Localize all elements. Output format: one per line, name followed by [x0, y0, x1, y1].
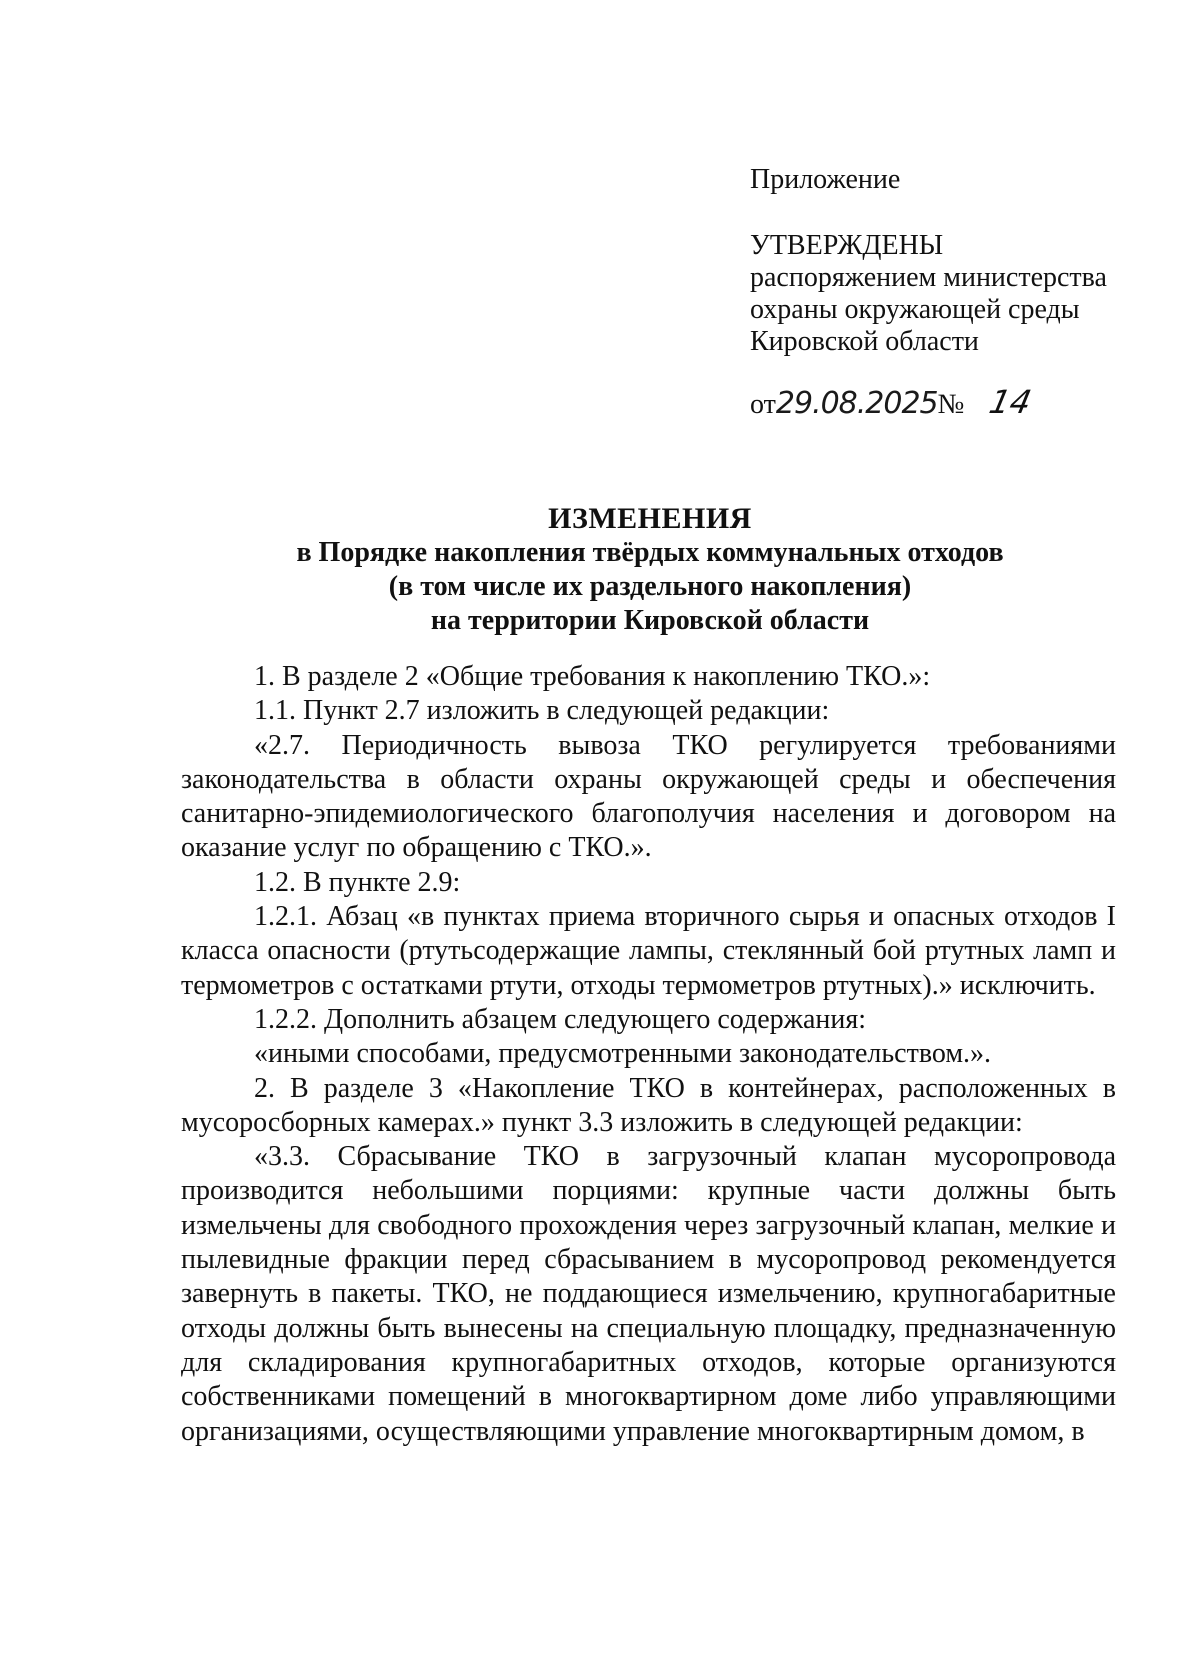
document-title: [180, 502, 1120, 638]
paragraph: «3.3. Сбрасывание ТКО в загрузочный клапан мусоропровода производится небольшими порциями: крупные части должны быть измельчены для свободного прохождения через загрузочный клапан, мелкие и пылевидные фракции перед сбрасыванием в мусоропровод рекомендуется завернуть в пакеты. ТКО, не поддающиеся измельчению, крупногабаритные отходы должны быть вынесены на специальную площадку, предназначенную для складирования крупногабаритных отходов, которые организуются собственниками помещений в многоквартирном доме либо управляющими организациями, осуществляющими управление многоквартирным домом, в: [181, 1141, 1116, 1447]
paragraph: 1.1. Пункт 2.7 изложить в следующей редакции:: [254, 695, 830, 727]
handwritten-date: 29.08.2025: [775, 386, 938, 421]
issuer-line-3: Кировской области: [750, 326, 979, 357]
title-line-1: в Порядке накопления твёрдых коммунальных отходов: [296, 537, 1004, 568]
paragraph: 1.2.2. Дополнить абзацем следующего содержания:: [254, 1003, 867, 1035]
paragraph: 1.2.1. Абзац «в пунктах приема вторичного сырья и опасных отходов I класса опасности (ртутьсодержащие лампы, стеклянный бой ртутных ламп и термометров с остатками ртути, отходы термометров ртутных).» исключить.: [181, 901, 1116, 1001]
paragraph: «2.7. Периодичность вывоза ТКО регулируется требованиями законодательства в области охраны окружающей среды и обеспечения санитарно-эпидемиологического благополучия населения и договором на оказание услуг по обращению с ТКО.».: [181, 729, 1116, 864]
handwritten-number: 14: [986, 383, 1036, 421]
date-number-line: [750, 383, 1036, 431]
date-prefix: от: [750, 389, 776, 420]
document-body: [181, 660, 1116, 1449]
approval-block: [750, 164, 1150, 358]
title-main: ИЗМЕНЕНИЯ: [548, 502, 752, 535]
issuer-line-2: охраны окружающей среды: [750, 294, 1080, 325]
paragraph: 1.2. В пункте 2.9:: [254, 866, 461, 898]
title-line-3: на территории Кировской области: [430, 605, 870, 636]
paragraph: «иными способами, предусмотренными законодательством.».: [254, 1038, 992, 1070]
title-line-2: (в том числе их раздельного накопления): [388, 571, 912, 602]
approved-label: УТВЕРЖДЕНЫ: [750, 230, 944, 261]
paragraph: 1. В разделе 2 «Общие требования к накоплению ТКО.»:: [254, 661, 931, 692]
paragraph: 2. В разделе 3 «Накопление ТКО в контейнерах, расположенных в мусоросборных камерах.» пункт 3.3 изложить в следующей редакции:: [181, 1072, 1116, 1138]
number-prefix: №: [937, 389, 965, 420]
appendix-label: Приложение: [750, 164, 901, 195]
issuer-line-1: распоряжением министерства: [750, 262, 1107, 293]
